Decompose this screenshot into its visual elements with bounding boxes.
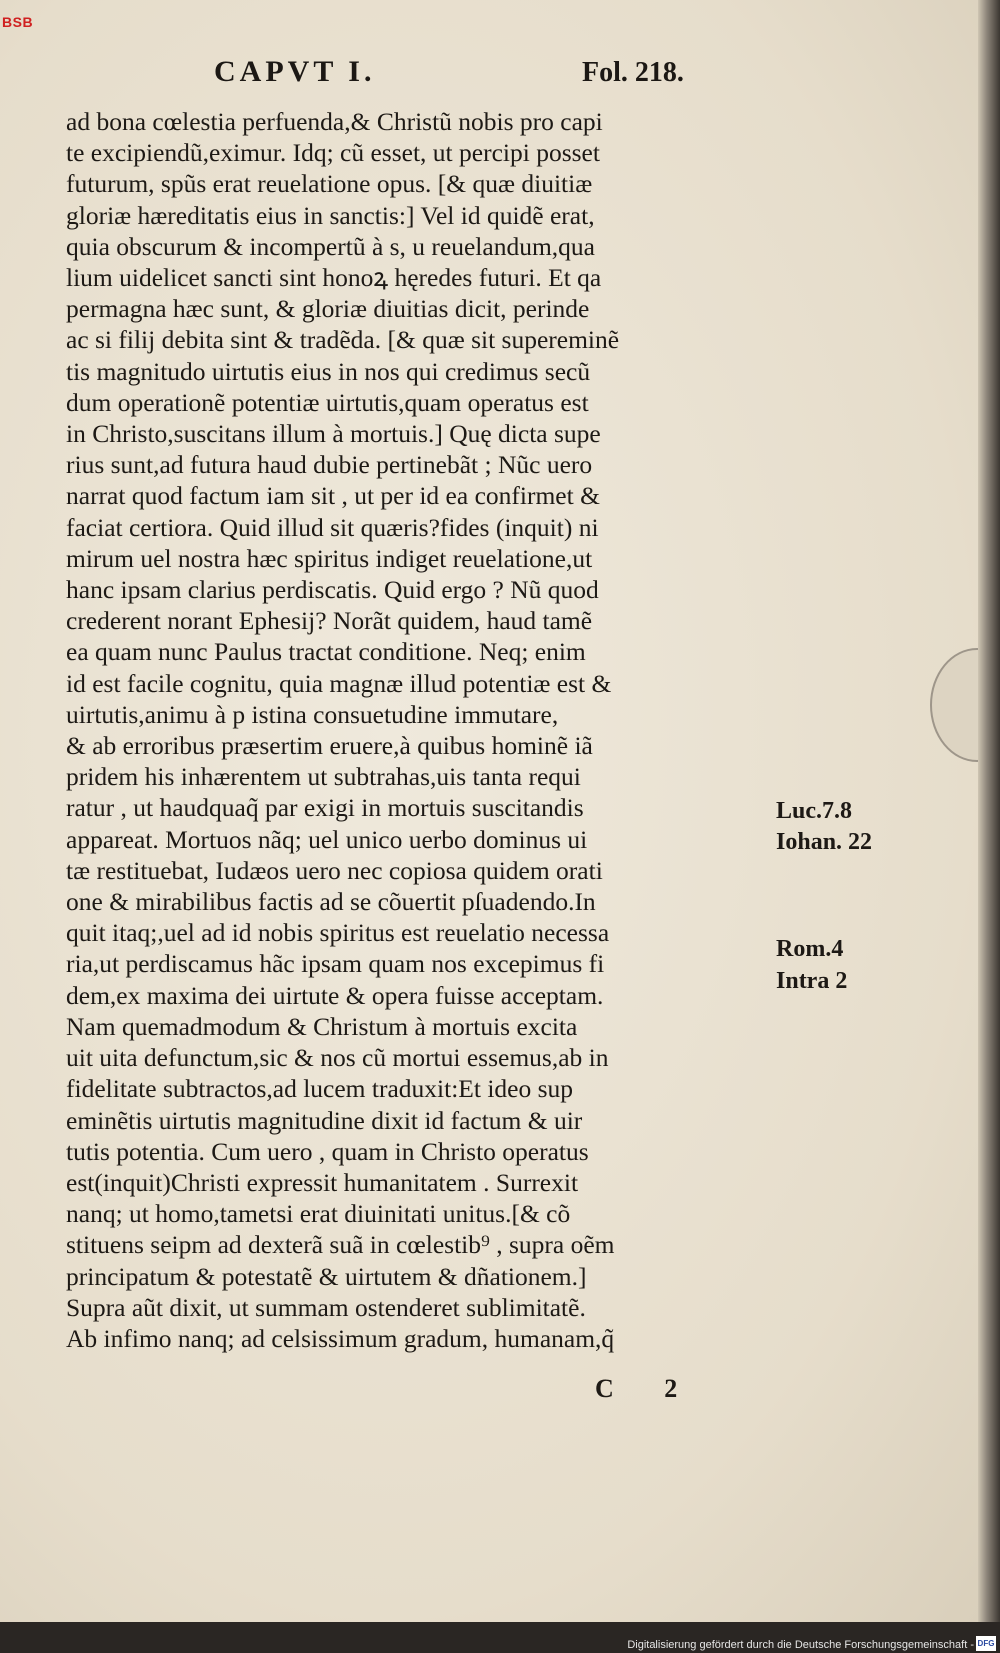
text-line: & ab erroribus præsertim eruere,à quibus hominẽ iã	[66, 731, 593, 761]
margin-note: Luc.7.8	[776, 798, 853, 824]
text-line: tæ restituebat, Iudæos uero nec copiosa quidem orati	[66, 855, 603, 885]
text-line: lium uidelicet sancti sint honoꝝ hęredes futuri. Et qa	[66, 263, 602, 293]
text-line: quia obscurum & incompertũ à s, u reuelandum,qua	[66, 231, 595, 261]
page-header	[200, 55, 720, 95]
text-line: futurum, spũs erat reuelatione opus. [& quæ diuitiæ	[66, 169, 593, 199]
text-line: Supra aũt dixit, ut summam ostenderet sublimitatẽ.	[66, 1292, 586, 1322]
bsb-logo: BSB	[2, 14, 34, 30]
running-head: CAPVT I.	[214, 55, 376, 88]
text-line: Ab infimo nanq; ad celsissimum gradum, humanam,q̃	[66, 1323, 615, 1353]
text-line: in Christo,suscitans illum à mortuis.] Quę dicta supe	[66, 419, 601, 449]
text-line: mirum uel nostra hæc spiritus indiget reuelatione,ut	[66, 543, 593, 573]
text-line: est(inquit)Christi expressit humanitatem . Surrexit	[66, 1167, 579, 1197]
text-line: eminẽtis uirtutis magnitudine dixit id factum & uir	[66, 1105, 583, 1135]
text-line: ratur , ut haudquaq̃ par exigi in mortuis suscitandis	[66, 793, 584, 823]
text-line: fidelitate subtractos,ad lucem traduxit:Et ideo sup	[66, 1074, 574, 1104]
text-line: gloriæ hæreditatis eius in sanctis:] Vel id quidẽ erat,	[66, 200, 595, 230]
book-spine-edge	[978, 0, 1000, 1622]
text-line: nanq; ut homo,tametsi erat diuinitati unitus.[& cõ	[66, 1199, 571, 1229]
text-line: Nam quemadmodum & Christum à mortuis excita	[66, 1011, 578, 1041]
dfg-logo: DFG	[976, 1636, 996, 1651]
text-line: id est facile cognitu, quia magnæ illud potentiæ est &	[66, 668, 612, 698]
text-line: permagna hæc sunt, & gloriæ diuitias dicit, perinde	[66, 294, 590, 324]
text-line: quit itaq;,uel ad id nobis spiritus est reuelatio necessa	[66, 918, 610, 948]
text-line: ria,ut perdiscamus hãc ipsam quam nos excepimus fi	[66, 949, 605, 979]
text-line: one & mirabilibus factis ad se cõuertit pſuadendo.In	[66, 887, 596, 917]
text-line: faciat certiora. Quid illud sit quæris?fides (inquit) ni	[66, 512, 599, 542]
body-text	[66, 106, 766, 1354]
margin-note: Iohan. 22	[776, 829, 873, 855]
text-line: narrat quod factum iam sit , ut per id ea confirmet &	[66, 481, 600, 511]
text-line: hanc ipsam clarius perdiscatis. Quid ergo ? Nũ quod	[66, 575, 599, 605]
text-line: uit uita defunctum,sic & nos cũ mortui essemus,ab in	[66, 1043, 609, 1073]
signature-mark: C 2	[595, 1374, 700, 1403]
margin-note: Intra 2	[776, 968, 848, 994]
text-line: appareat. Mortuos nãq; uel unico uerbo dominus ui	[66, 824, 588, 854]
text-line: stituens seipm ad dexterã suã in cœlestib⁹ , supra oẽm	[66, 1230, 615, 1260]
margin-note: Rom.4	[776, 936, 844, 962]
text-line: ac si filij debita sint & tradẽda. [& quæ sit supereminẽ	[66, 325, 620, 355]
text-line: rius sunt,ad futura haud dubie pertinebãt ; Nũc uero	[66, 450, 593, 480]
text-line: tutis potentia. Cum uero , quam in Christo operatus	[66, 1136, 589, 1166]
text-line: dum operationẽ potentiæ uirtutis,quam operatus est	[66, 387, 589, 417]
text-line: tis magnitudo uirtutis eius in nos qui credimus secũ	[66, 356, 591, 386]
text-line: te excipiendũ,eximur. Idq; cũ esset, ut percipi posset	[66, 138, 600, 168]
text-line: crederent norant Ephesij? Norãt quidem, haud tamẽ	[66, 606, 593, 636]
text-line: uirtutis,animu à p istina consuetudine immutare,	[66, 699, 559, 729]
folio-number: Fol. 218.	[582, 57, 684, 88]
text-line: pridem his inhærentem ut subtrahas,uis tanta requi	[66, 762, 581, 792]
text-line: dem,ex maxima dei uirtute & opera fuisse acceptam.	[66, 980, 604, 1010]
text-line: ea quam nunc Paulus tractat conditione. Neq; enim	[66, 637, 586, 667]
text-line: ad bona cœlestia perfuenda,& Christũ nobis pro capi	[66, 107, 603, 136]
text-line: principatum & potestatẽ & uirtutem & dñationem.]	[66, 1261, 587, 1291]
footer-credit: Digitalisierung gefördert durch die Deutsche Forschungsgemeinschaft -	[627, 1639, 974, 1651]
